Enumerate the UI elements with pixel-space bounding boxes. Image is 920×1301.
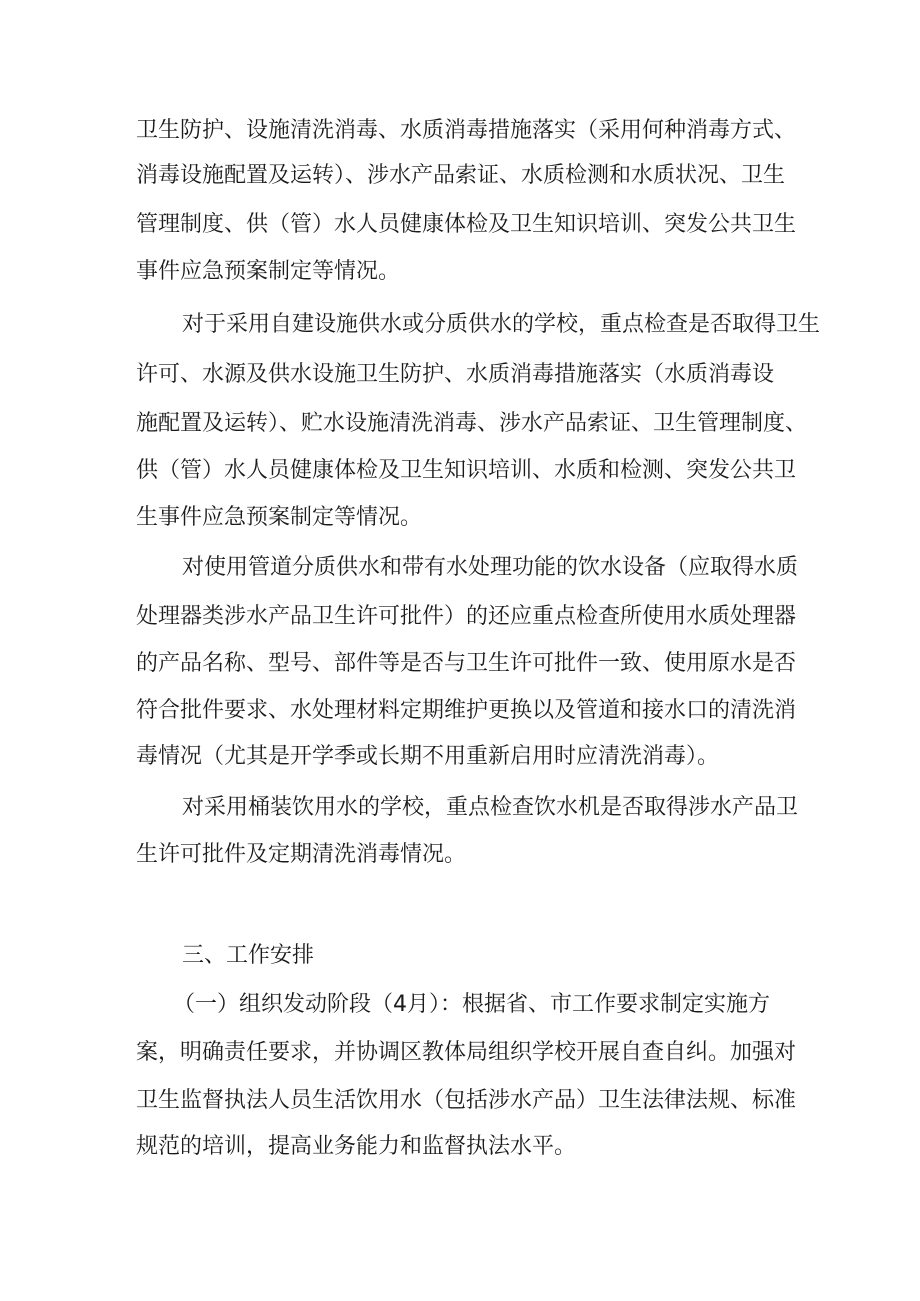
paragraph-line: 规范的培训，提高业务能力和监督执法水平。 <box>136 1134 577 1159</box>
paragraph-line: 的产品名称、型号、部件等是否与卫生许可批件一致、使用原水是否 <box>136 651 797 676</box>
paragraph-line: 管理制度、供（管）水人员健康体检及卫生知识培训、突发公共卫生 <box>136 212 797 237</box>
paragraph-line: （一）组织发动阶段（4月）：根据省、市工作要求制定实施方 <box>173 992 770 1017</box>
paragraph-line: 施配置及运转）、贮水设施清洗消毒、涉水产品索证、卫生管理制度、 <box>136 411 808 436</box>
paragraph-line: 许可、水源及供水设施卫生防护、水质消毒措施落实（水质消毒设 <box>136 362 775 387</box>
paragraph-line: 卫生监督执法人员生活饮用水（包括涉水产品）卫生法律法规、标准 <box>136 1088 797 1113</box>
paragraph-line: 处理器类涉水产品卫生许可批件）的还应重点检查所使用水质处理器 <box>136 604 797 629</box>
paragraph-line: 消毒设施配置及运转）、涉水产品索证、水质检测和水质状况、卫生 <box>136 163 786 188</box>
paragraph-line: 供（管）水人员健康体检及卫生知识培训、水质和检测、突发公共卫 <box>136 458 797 483</box>
paragraph-line: 对于采用自建设施供水或分质供水的学校，重点检查是否取得卫生 <box>182 312 821 337</box>
paragraph-line: 生事件应急预案制定等情况。 <box>136 505 423 530</box>
section-heading: 三、工作安排 <box>182 943 315 968</box>
paragraph-line: 案，明确责任要求，并协调区教体局组织学校开展自查自纠。加强对 <box>136 1040 797 1065</box>
paragraph-line: 生许可批件及定期清洗消毒情况。 <box>136 842 467 867</box>
paragraph-line: 事件应急预案制定等情况。 <box>136 259 401 284</box>
paragraph-line: 对使用管道分质供水和带有水处理功能的饮水设备（应取得水质 <box>182 555 799 580</box>
paragraph-line: 对采用桶装饮用水的学校，重点检查饮水机是否取得涉水产品卫 <box>182 795 799 820</box>
paragraph-line: 卫生防护、设施清洗消毒、水质消毒措施落实（采用何种消毒方式、 <box>136 118 797 143</box>
paragraph-line: 毒情况（尤其是开学季或长期不用重新启用时应清洗消毒）。 <box>136 744 720 769</box>
paragraph-line: 符合批件要求、水处理材料定期维护更换以及管道和接水口的清洗消 <box>136 698 797 723</box>
